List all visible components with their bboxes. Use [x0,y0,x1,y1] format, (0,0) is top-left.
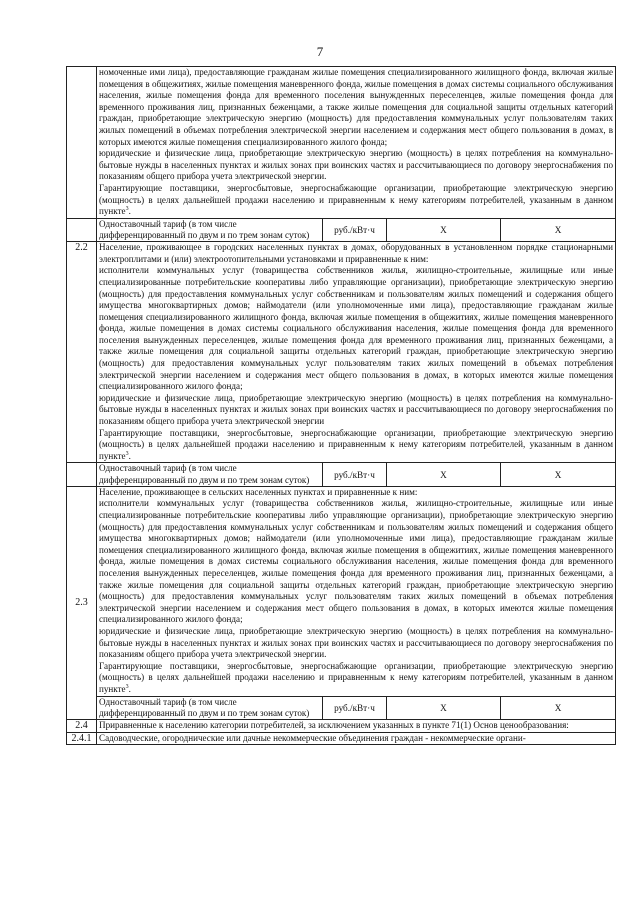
row-description [97,242,616,463]
paragraph: Гарантирующие поставщики, энергосбытовые, энергоснабжающие организации, приобретающие электрическую энергию (мощность) в целях дальнейшей продажи населению и приравненным к нему категориям потребителей, указанным в данном пункте$^3$. [99,427,614,461]
paragraph: номоченные ими лица), предоставляющие гражданам жилые помещения специализированного жилищного фонда, включая жилые помещения в общежитиях, жилые помещения маневренного фонда, жилые помещения в домах системы социального обслуживания населения, жилые помещения фонда для временного поселения вынужденных переселенцев, жилые помещения фонда для временного проживания лиц, признанных беженцами, а также жилые помещения для социальной защиты отдельных категорий граждан, приобретающие электрическую энергию (мощность) для предоставления коммунальных услуг пользователям таких жилых помещений в объемах потребления электрической энергии населением и содержания мест общего пользования в домах, в которых имеются жилые помещения специализированного жилого фонда; [99,67,614,147]
row-description [97,486,616,696]
tariff-unit: руб./кВт·ч [323,218,387,241]
paragraph-text: Гарантирующие поставщики, энергосбытовые, энергоснабжающие организации, приобретающие электрическую энергию (мощность) в целях дальнейшей продажи населению и приравненным к нему категориям потребителей, указанным в данном пункте [99,182,614,217]
tariff-unit: руб./кВт·ч [323,696,387,719]
tariff-unit: руб./кВт·ч [323,463,387,486]
paragraph: юридические и физические лица, приобретающие электрическую энергию (мощность) в целях потребления на коммунально-бытовые нужды в населенных пунктах и жилых зонах при воинских частях и рассчитывающиеся по договору энергоснабжения по показаниям общего прибора учета электрической энергии. [99,148,614,182]
tariff-value-2: Х [501,696,616,719]
tariff-row [67,218,616,241]
tariff-value-2: Х [501,463,616,486]
tariff-value-1: Х [387,463,501,486]
paragraph: юридические и физические лица, приобретающие электрическую энергию (мощность) в целях потребления на коммунально-бытовые нужды в населенных пунктах и жилых зонах при воинских частях и рассчитывающиеся по договору энергоснабжения по показаниям общего прибора учета электрической энергии. [99,625,614,660]
row-number-empty [67,218,97,241]
footnote-mark: 3 [125,683,129,690]
footnote-mark: 3 [125,450,129,457]
table-row-continued [67,67,616,219]
paragraph: исполнители коммунальных услуг (товарищества собственников жилья, жилищно-строительные, жилищные или иные специализированные потребительские кооперативы либо управляющие организации), приобретающие электрическую энергию (мощность) для предоставления коммунальных услуг собственникам и пользователям жилых помещений и содержания общего имущества многоквартирных домов; наймодатели (или уполномоченные ими лица), предоставляющие гражданам жилые помещения специализированного жилищного фонда, включая жилые помещения в общежитиях, жилые помещения маневренного фонда, жилые помещения в домах системы социального обслуживания населения, жилые помещения фонда для временного поселения вынужденных переселенцев, жилые помещения фонда для временного проживания лиц, признанных беженцами, а также жилые помещения для социальной защиты отдельных категорий граждан, приобретающие электрическую энергию (мощность) для предоставления коммунальных услуг пользователям таких жилых помещений в объемах потребления электрической энергии населением и содержания мест общего пользования в домах, в которых имеются жилые помещения специализированного жилого фонда; [99,265,614,392]
tariff-row [67,463,616,486]
paragraph-text: Гарантирующие поставщики, энергосбытовые, энергоснабжающие организации, приобретающие электрическую энергию (мощность) в целях дальнейшей продажи населению и приравненным к нему категориям потребителей, указанным в данном пункте [99,427,614,461]
row-number-empty [67,463,97,486]
tariff-label: Одноставочный тариф (в том числе дифференцированный по двум и по трем зонам суток) [97,696,323,719]
paragraph: Население, проживающее в сельских населенных пунктах и приравненные к ним: [99,486,418,497]
row-description: Садоводческие, огороднические или дачные некоммерческие объединения граждан - некоммерческие органи- [97,732,616,745]
row-description [97,67,616,219]
row-number-empty [67,67,97,219]
paragraph: исполнители коммунальных услуг (товарищества собственников жилья, жилищно-строительные, жилищные или иные специализированные потребительские кооперативы либо управляющие организации), приобретающие электрическую энергию (мощность) для предоставления коммунальных услуг собственникам и пользователям жилых помещений и содержания общего имущества многоквартирных домов; наймодатели (или уполномоченные ими лица), предоставляющие гражданам жилые помещения специализированного жилищного фонда, включая жилые помещения в общежитиях, жилые помещения маневренного фонда, жилые помещения в домах системы социального обслуживания населения, жилые помещения фонда для временного поселения вынужденных переселенцев, жилые помещения фонда для временного проживания лиц, признанных беженцами, а также жилые помещения для социальной защиты отдельных категорий граждан, приобретающие электрическую энергию (мощность) для предоставления коммунальных услуг пользователям таких жилых помещений в объемах потребления электрической энергии населением и содержания мест общего пользования в домах, в которых имеются жилые помещения специализированного жилого фонда; [99,498,614,625]
tariff-table [66,66,616,745]
row-number: 2.2 [67,242,97,463]
paragraph: Население, проживающее в городских населенных пунктах в домах, оборудованных в установленном порядке стационарными электроплитами и (или) электроотопительными установками и приравненные к ним: [99,242,614,264]
paragraph-text: Гарантирующие поставщики, энергосбытовые, энергоснабжающие организации, приобретающие электрическую энергию (мощность) в целях дальнейшей продажи населению и приравненным к нему категориям потребителей, указанным в данном пункте [99,660,614,694]
tariff-label: Одноставочный тариф (в том числе дифференцированный по двум и по трем зонам суток) [97,463,323,486]
table-row-2-3 [67,486,616,696]
footnote-mark: 3 [125,206,129,213]
tariff-label: Одноставочный тариф (в том числе дифференцированный по двум и по трем зонам суток) [97,218,323,241]
tariff-value-1: Х [387,218,501,241]
tariff-row [67,696,616,719]
row-description: Приравненные к населению категории потребителей, за исключением указанных в пункте 71(1) Основ ценообразования: [97,719,616,732]
paragraph: Гарантирующие поставщики, энергосбытовые, энергоснабжающие организации, приобретающие электрическую энергию (мощность) в целях дальнейшей продажи населению и приравненным к нему категориям потребителей, указанным в данном пункте$^3$. [99,660,614,694]
table-row-2-2 [67,242,616,463]
table-row-2-4-1 [67,732,616,745]
tariff-value-1: Х [387,696,501,719]
tariff-value-2: Х [501,218,616,241]
paragraph: Гарантирующие поставщики, энергосбытовые, энергоснабжающие организации, приобретающие электрическую энергию (мощность) в целях дальнейшей продажи населению и приравненным к нему категориям потребителей, указанным в данном пункте$^3$. [99,182,614,217]
table-row-2-4 [67,719,616,732]
row-number: 2.4 [67,719,97,732]
row-number: 2.3 [67,486,97,719]
page-number: 7 [316,44,324,59]
paragraph: юридические и физические лица, приобретающие электрическую энергию (мощность) в целях потребления на коммунально-бытовые нужды в населенных пунктах и жилых зонах при воинских частях и рассчитывающиеся по договору энергоснабжения по показаниям общего прибора учета электрической энергии [99,392,614,427]
row-number: 2.4.1 [67,732,97,745]
